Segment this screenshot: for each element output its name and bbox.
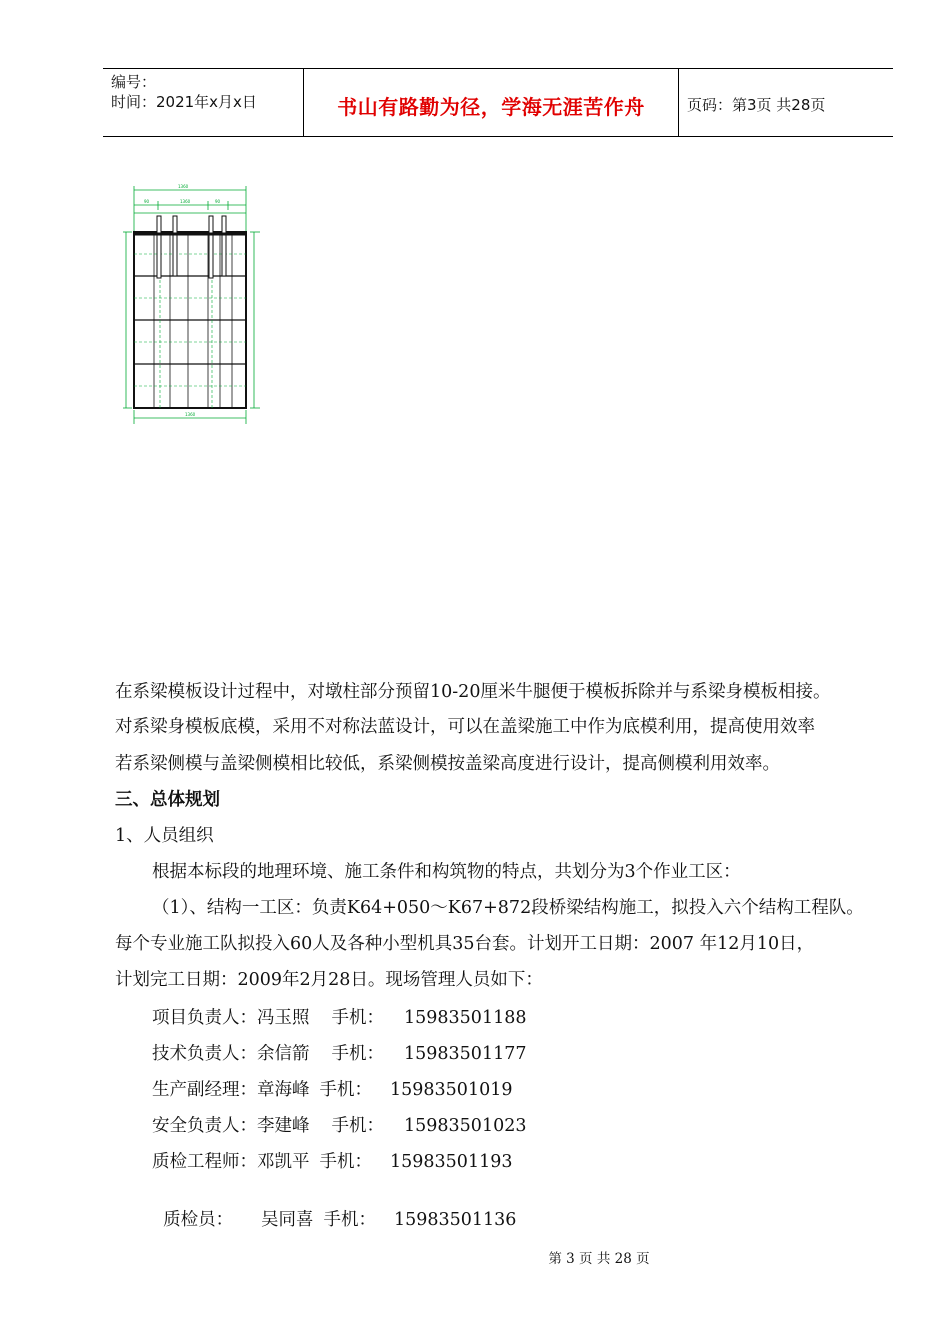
header-motto-cell xyxy=(303,69,679,136)
bolt-posts xyxy=(157,216,226,278)
staff-role: 项目负责人：冯玉照 xyxy=(152,1008,310,1028)
staff-phone: 15983501177 xyxy=(404,1044,527,1064)
paragraph-5: （1）、结构一工区：负责K64+050～K67+872段桥梁结构施工，拟投入六个结构工程队。 xyxy=(152,898,864,918)
staff-phone-label: 手机： xyxy=(331,1008,384,1028)
motto-text: 书山有路勤为径，学海无涯苦作舟 xyxy=(337,95,645,119)
staff-row xyxy=(152,1115,526,1137)
formwork-drawing xyxy=(120,180,270,430)
staff-phone-label: 手机： xyxy=(323,1210,376,1230)
staff-phone: 15983501188 xyxy=(404,1008,527,1028)
svg-text:1360: 1360 xyxy=(185,412,196,417)
staff-phone-label: 手机： xyxy=(319,1152,372,1172)
paragraph-4: 根据本标段的地理环境、施工条件和构筑物的特点，共划分为3个作业工区： xyxy=(152,862,741,882)
staff-role: 质检工程师：邓凯平 xyxy=(152,1152,310,1172)
paragraph-3: 若系梁侧模与盖梁侧模相比较低，系梁侧模按盖梁高度进行设计，提高侧模利用效率。 xyxy=(115,754,780,774)
staff-row xyxy=(152,1187,516,1231)
staff-role: 安全负责人：李建峰 xyxy=(152,1116,310,1136)
staff-phone: 15983501023 xyxy=(404,1116,527,1136)
header-left-cell xyxy=(103,69,303,136)
staff-role: 质检员： 吴同喜 xyxy=(163,1210,314,1230)
header-page-cell xyxy=(678,69,893,136)
staff-phone-label: 手机： xyxy=(331,1044,384,1064)
frame-outline xyxy=(134,232,246,408)
paragraph-1: 在系梁模板设计过程中，对墩柱部分预留10-20厘米牛腿便于模板拆除并与系梁身模板相接。 xyxy=(115,682,831,702)
staff-phone: 15983501193 xyxy=(390,1152,513,1172)
svg-text:1360: 1360 xyxy=(180,199,191,204)
centerlines xyxy=(134,220,246,410)
section-heading: 三、总体规划 xyxy=(115,790,220,810)
staff-row xyxy=(152,1079,512,1101)
svg-text:1360: 1360 xyxy=(178,184,189,189)
footer-page-number: 第 3 页 共 28 页 xyxy=(548,1251,650,1267)
dimension-lines xyxy=(123,186,260,424)
staff-row xyxy=(152,1043,526,1065)
staff-role: 技术负责人：余信箭 xyxy=(152,1044,310,1064)
page-header xyxy=(103,68,893,137)
sub-heading: 1、人员组织 xyxy=(115,826,214,846)
paragraph-6: 每个专业施工队拟投入60人及各种小型机具35台套。计划开工日期：2007 年12月10日， xyxy=(115,934,815,954)
staff-phone: 15983501136 xyxy=(393,1210,517,1230)
staff-row xyxy=(152,1151,512,1173)
staff-row xyxy=(152,1007,526,1029)
page-info: 页码：第3页 共28页 xyxy=(687,96,826,114)
paragraph-7: 计划完工日期：2009年2月28日。现场管理人员如下： xyxy=(115,970,543,990)
staff-phone-label: 手机： xyxy=(331,1116,384,1136)
staff-role: 生产副经理：章海峰 xyxy=(152,1080,310,1100)
page-footer xyxy=(0,1247,950,1267)
number-label: 编号： xyxy=(111,73,157,91)
time-label: 时间：2021年x月x日 xyxy=(111,93,257,111)
paragraph-2: 对系梁身模板底模，采用不对称法蓝设计，可以在盖梁施工中作为底模利用，提高使用效率 xyxy=(115,717,815,737)
svg-text:90: 90 xyxy=(144,199,150,204)
staff-phone-label: 手机： xyxy=(319,1080,372,1100)
svg-text:90: 90 xyxy=(215,199,221,204)
staff-phone: 15983501019 xyxy=(390,1080,513,1100)
